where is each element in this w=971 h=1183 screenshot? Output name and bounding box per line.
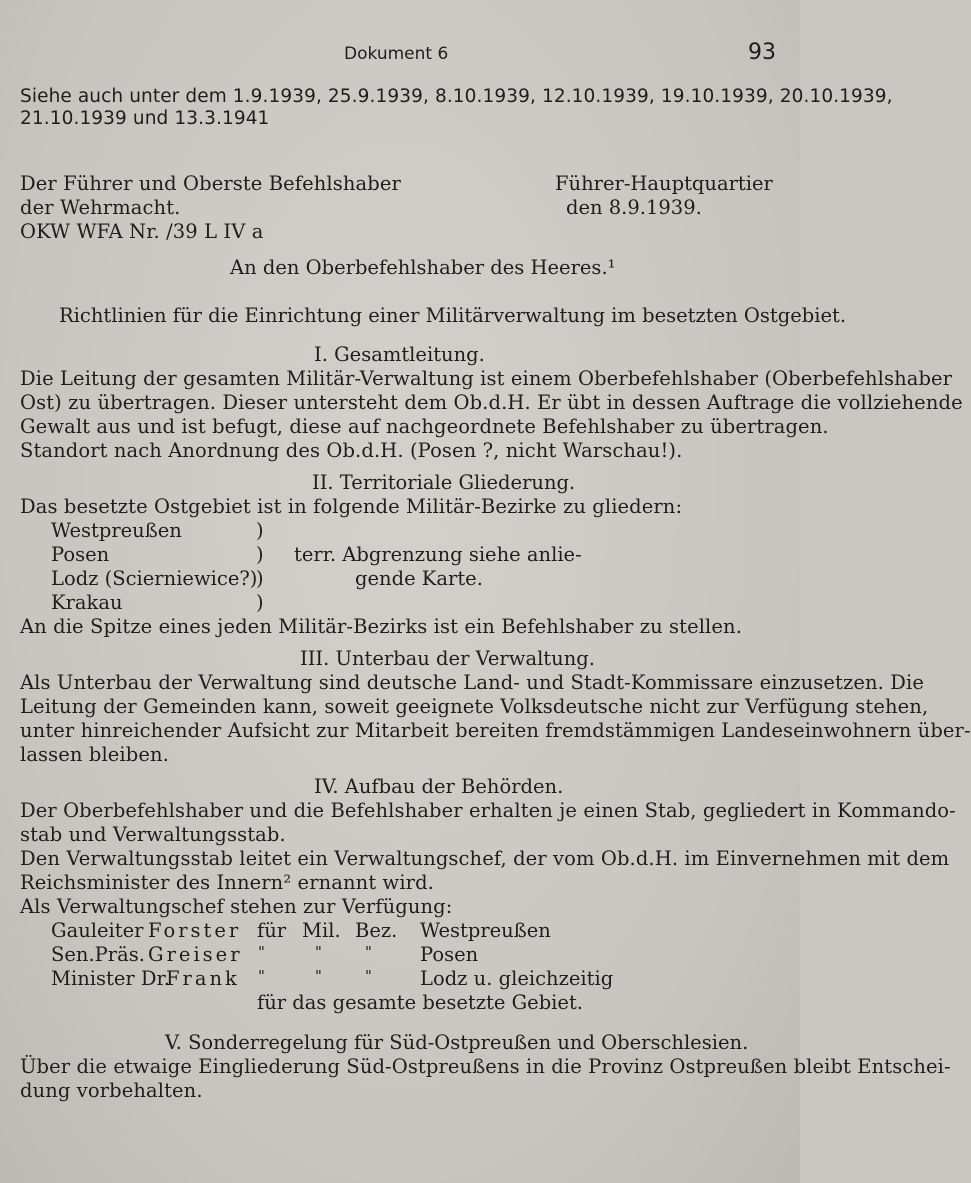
section-2-intro: Das besetzte Ostgebiet ist in folgende Militär-Bezirke zu gliedern:	[20, 495, 683, 518]
section-1-line: Ost) zu übertragen. Dieser untersteht dem Ob.d.H. Er übt in dessen Auftrage die vollziehende	[20, 391, 963, 414]
district-krakau: Krakau	[51, 591, 123, 614]
chief-prefix: für	[257, 919, 287, 942]
sender-line-1: Der Führer und Oberste Befehlshaber	[20, 172, 401, 195]
chief-region: Posen	[420, 943, 479, 966]
section-2-heading: II. Territoriale Gliederung.	[312, 471, 576, 494]
section-1-line: Die Leitung der gesamten Militär-Verwaltung ist einem Oberbefehlshaber (Oberbefehlshaber	[20, 367, 953, 390]
chief-name: Frank	[166, 967, 240, 990]
chief-prefix: "	[258, 967, 265, 985]
section-5-line: dung vorbehalten.	[20, 1079, 203, 1102]
section-5-line: Über die etwaige Eingliederung Süd-Ostpreußens in die Provinz Ostpreußen bleibt Entschei-	[20, 1055, 951, 1078]
section-4-line: Reichsminister des Innern² ernannt wird.	[20, 871, 434, 894]
page-number: 93	[748, 40, 776, 65]
subject: Richtlinien für die Einrichtung einer Militärverwaltung im besetzten Ostgebiet.	[59, 304, 847, 327]
chief-ditto: "	[365, 967, 372, 985]
chief-title: Gauleiter	[51, 919, 144, 942]
see-also-line-1: Siehe auch unter dem 1.9.1939, 25.9.1939, 8.10.1939, 12.10.1939, 19.10.1939, 20.10.1939,	[20, 86, 893, 107]
reference-number: OKW WFA Nr. /39 L IV a	[20, 220, 264, 243]
bracket: )	[256, 543, 264, 566]
section-2-closing: An die Spitze eines jeden Militär-Bezirks ist ein Befehlshaber zu stellen.	[20, 615, 742, 638]
map-note-line-1: terr. Abgrenzung siehe anlie-	[294, 543, 582, 566]
section-4-line: stab und Verwaltungsstab.	[20, 823, 286, 846]
chief-prefix: "	[258, 943, 265, 961]
chief-title: Sen.Präs.	[51, 943, 145, 966]
running-header-title: Dokument 6	[344, 44, 449, 64]
section-3-line: Leitung der Gemeinden kann, soweit geeignete Volksdeutsche nicht zur Verfügung stehen,	[20, 695, 929, 718]
chief-name: Forster	[148, 919, 242, 942]
chief-region: Westpreußen	[420, 919, 551, 942]
section-4-heading: IV. Aufbau der Behörden.	[314, 775, 564, 798]
section-4-line: Als Verwaltungschef stehen zur Verfügung:	[20, 895, 453, 918]
district-westpreussen: Westpreußen	[51, 519, 182, 542]
chief-ditto: "	[315, 943, 322, 961]
section-1-line: Gewalt aus und ist befugt, diese auf nachgeordnete Befehlshaber zu übertragen.	[20, 415, 829, 438]
section-4-line: Den Verwaltungsstab leitet ein Verwaltungschef, der vom Ob.d.H. im Einvernehmen mit dem	[20, 847, 950, 870]
section-3-line: lassen bleiben.	[20, 743, 169, 766]
section-4-line: Der Oberbefehlshaber und die Befehlshaber erhalten je einen Stab, gegliedert in Kommando-	[20, 799, 956, 822]
section-3-line: unter hinreichender Aufsicht zur Mitarbeit bereiten fremdstämmigen Landeseinwohnern über-	[20, 719, 971, 742]
chief-region: Lodz u. gleichzeitig	[420, 967, 614, 990]
bracket: )	[256, 591, 264, 614]
section-3-line: Als Unterbau der Verwaltung sind deutsche Land- und Stadt-Kommissare einzusetzen. Die	[20, 671, 924, 694]
section-3-heading: III. Unterbau der Verwaltung.	[300, 647, 595, 670]
section-5-heading: V. Sonderregelung für Süd-Ostpreußen und Oberschlesien.	[165, 1031, 749, 1054]
chief-title: Minister Dr.	[51, 967, 170, 990]
section-1-line: Standort nach Anordnung des Ob.d.H. (Posen ?, nicht Warschau!).	[20, 439, 683, 462]
chiefs-note: für das gesamte besetzte Gebiet.	[257, 991, 583, 1014]
date: den 8.9.1939.	[566, 196, 702, 219]
section-1-heading: I. Gesamtleitung.	[314, 343, 485, 366]
chief-ditto: Mil.	[302, 919, 341, 942]
place: Führer-Hauptquartier	[555, 172, 773, 195]
chief-ditto: "	[315, 967, 322, 985]
sender-line-2: der Wehrmacht.	[20, 196, 181, 219]
bracket: )	[256, 567, 264, 590]
chief-name: Greiser	[148, 943, 243, 966]
district-lodz: Lodz (Scierniewice?)	[51, 567, 258, 590]
map-note-line-2: gende Karte.	[355, 567, 483, 590]
bracket: )	[256, 519, 264, 542]
district-posen: Posen	[51, 543, 110, 566]
chief-ditto: "	[365, 943, 372, 961]
chief-ditto: Bez.	[355, 919, 398, 942]
addressee: An den Oberbefehlshaber des Heeres.¹	[230, 256, 616, 279]
see-also-line-2: 21.10.1939 und 13.3.1941	[20, 108, 270, 129]
